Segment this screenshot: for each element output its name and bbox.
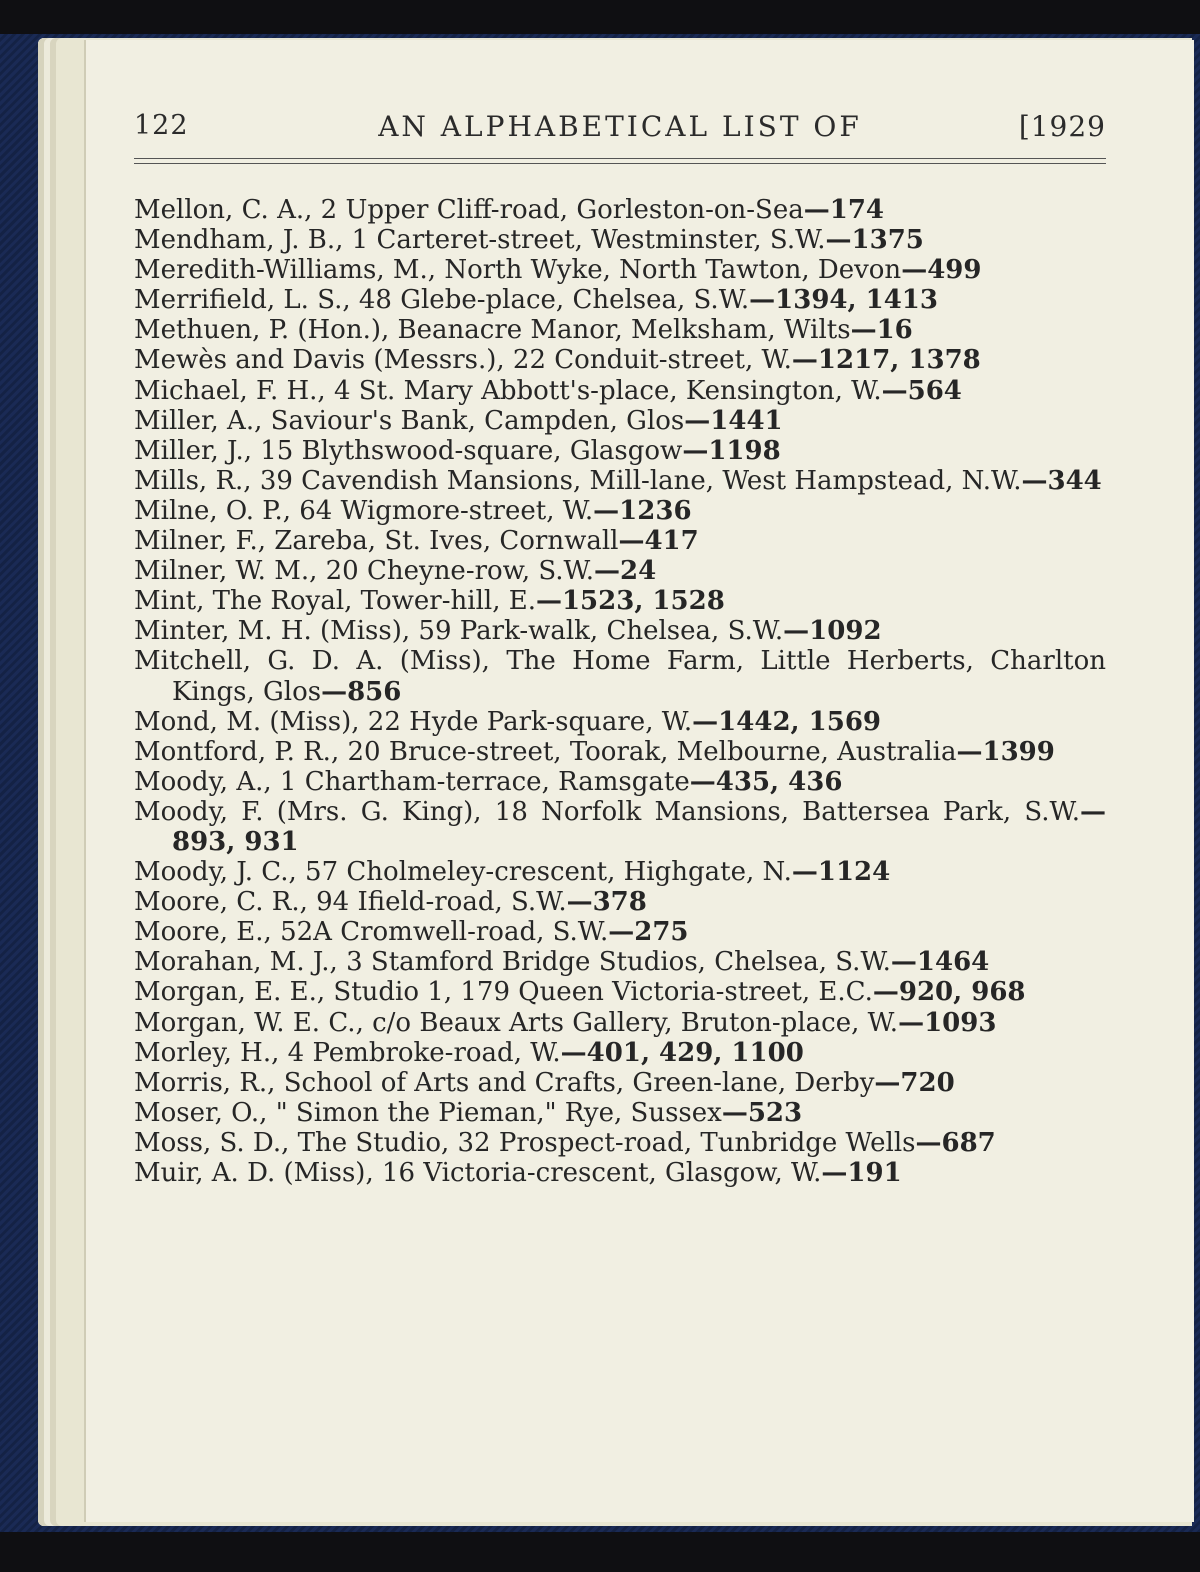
- list-item: [134, 436, 1106, 466]
- entry-name: Morahan, M. J.,: [134, 947, 338, 978]
- entry-name: Moser, O.,: [134, 1097, 268, 1128]
- entry-address: North Wyke, North Tawton, Devon: [444, 255, 902, 286]
- list-item: [134, 315, 1106, 345]
- list-item: [134, 1068, 1106, 1098]
- list-item: [134, 887, 1106, 917]
- list-item: [134, 466, 1106, 496]
- entry-refs: —687: [915, 1127, 996, 1158]
- entry-address: 20 Bruce-street, Toorak, Melbourne, Australia: [347, 736, 957, 767]
- list-item: [134, 917, 1106, 947]
- entry-name: Moody, J. C.,: [134, 857, 297, 888]
- entry-address: 59 Park-walk, Chelsea, S.W.: [418, 616, 784, 647]
- list-item: [134, 225, 1106, 255]
- entry-address: School of Arts and Crafts, Green-lane, Derby: [283, 1067, 875, 1098]
- entry-refs: —275: [608, 917, 689, 948]
- entry-name: Moore, C. R.,: [134, 887, 308, 918]
- entry-refs: —24: [593, 556, 657, 587]
- entry-address: 18 Norfolk Mansions, Battersea Park, S.W.: [494, 796, 1080, 827]
- list-item: [134, 285, 1106, 315]
- entry-refs: —1523, 1528: [535, 586, 725, 617]
- entry-name: Morgan, E. E.,: [134, 977, 326, 1008]
- entry-address: Studio 1, 179 Queen Victoria-street, E.C.: [333, 977, 873, 1008]
- entry-address: 1 Chartham-terrace, Ramsgate: [279, 766, 690, 797]
- entry-name: Methuen, P. (Hon.),: [134, 315, 390, 346]
- entry-name: Miller, J.,: [134, 435, 252, 466]
- entry-refs: —1093: [898, 1007, 997, 1038]
- entry-refs: —1198: [682, 435, 781, 466]
- entry-address: 64 Wigmore-street, W.: [299, 495, 594, 526]
- list-item: [134, 345, 1106, 375]
- entry-refs: —417: [618, 526, 699, 557]
- entry-name: Montford, P. R.,: [134, 736, 340, 767]
- entry-list: [134, 195, 1106, 1188]
- entry-name: Mendham, J. B.,: [134, 225, 344, 256]
- page-header: [134, 110, 1106, 150]
- entry-address: 39 Cavendish Mansions, Mill-lane, West Hampstead, N.W.: [259, 465, 1022, 496]
- entry-address: 3 Stamford Bridge Studios, Chelsea, S.W.: [346, 947, 891, 978]
- entry-name: Michael, F. H.,: [134, 375, 326, 406]
- entry-refs: —1442, 1569: [692, 706, 882, 737]
- entry-address: The Home Farm, Little Herberts, Charlton Kings, Glos: [172, 646, 1107, 707]
- entry-refs: —893, 931: [172, 796, 1106, 857]
- entry-name: Morgan, W. E. C.,: [134, 1007, 364, 1038]
- entry-address: 22 Conduit-street, W.: [512, 345, 792, 376]
- list-item: [134, 406, 1106, 436]
- entry-refs: —1394, 1413: [749, 285, 938, 316]
- list-item: [134, 857, 1106, 887]
- list-item: [134, 1038, 1106, 1068]
- entry-address: 48 Glebe-place, Chelsea, S.W.: [358, 285, 750, 316]
- entry-name: Milne, O. P.,: [134, 495, 291, 526]
- entry-refs: —499: [901, 255, 982, 286]
- list-item: [134, 737, 1106, 767]
- entry-refs: —378: [566, 887, 647, 918]
- entry-address: 57 Cholmeley-crescent, Highgate, N.: [305, 857, 792, 888]
- entry-name: Merrifield, L. S.,: [134, 285, 351, 316]
- entry-address: " Simon the Pieman," Rye, Sussex: [275, 1097, 722, 1128]
- entry-name: Minter, M. H. (Miss),: [134, 616, 411, 647]
- list-item: [134, 376, 1106, 406]
- entry-address: 16 Victoria-crescent, Glasgow, W.: [381, 1158, 822, 1188]
- entry-refs: —1399: [956, 736, 1055, 767]
- entry-name: Mellon, C. A.,: [134, 195, 313, 225]
- entry-refs: —1092: [783, 616, 882, 647]
- entry-refs: —564: [881, 375, 962, 406]
- list-item: [134, 1128, 1106, 1158]
- entry-name: Moody, F. (Mrs. G. King),: [134, 796, 482, 827]
- entry-refs: —1236: [593, 495, 692, 526]
- entry-name: Mint, The Royal,: [134, 586, 353, 617]
- entry-refs: —523: [721, 1097, 803, 1128]
- entry-address: 94 Ifield-road, S.W.: [316, 887, 567, 918]
- entry-address: Beanacre Manor, Melksham, Wilts: [397, 315, 851, 346]
- entry-name: Mond, M. (Miss),: [134, 706, 360, 737]
- page-title: AN ALPHABETICAL LIST OF: [378, 110, 862, 143]
- entry-name: Moss, S. D.,: [134, 1127, 290, 1158]
- entry-refs: —720: [874, 1067, 955, 1098]
- header-rule: [134, 158, 1106, 164]
- entry-address: Saviour's Bank, Campden, Glos: [270, 405, 685, 436]
- entry-refs: —1464: [890, 947, 990, 978]
- list-item: [134, 1008, 1106, 1038]
- entry-address: 52A Cromwell-road, S.W.: [280, 917, 609, 948]
- entry-name: Moody, A.,: [134, 766, 272, 797]
- entry-name: Mills, R.,: [134, 465, 252, 496]
- entry-name: Meredith-Williams, M.,: [134, 255, 437, 286]
- entry-refs: —1124: [791, 857, 891, 888]
- list-item: [134, 947, 1106, 977]
- entry-name: Morris, R.,: [134, 1067, 276, 1098]
- spine-band-bottom: [0, 1532, 1200, 1572]
- list-item: [134, 1098, 1106, 1128]
- list-item: [134, 707, 1106, 737]
- list-item: [134, 797, 1106, 857]
- list-item: [134, 646, 1106, 706]
- entry-name: Mewès and Davis (Messrs.),: [134, 345, 505, 376]
- header-year: [1929: [1018, 110, 1106, 143]
- entry-name: Mitchell, G. D. A. (Miss),: [134, 646, 490, 677]
- entry-name: Muir, A. D. (Miss),: [134, 1158, 374, 1188]
- entry-refs: —344: [1021, 465, 1102, 496]
- list-item: [134, 586, 1106, 616]
- entry-refs: —435, 436: [689, 766, 843, 797]
- list-item: [134, 767, 1106, 797]
- list-item: [134, 255, 1106, 285]
- spine-band-top: [0, 0, 1200, 34]
- entry-refs: —1217, 1378: [791, 345, 981, 376]
- entry-refs: —174: [803, 195, 885, 225]
- entry-address: 15 Blythswood-square, Glasgow: [260, 435, 683, 466]
- list-item: [134, 616, 1106, 646]
- entry-address: c/o Beaux Arts Gallery, Bruton-place, W.: [372, 1007, 899, 1038]
- list-item: [134, 195, 1106, 225]
- entry-refs: —191: [821, 1158, 902, 1188]
- entry-refs: —1441: [684, 405, 783, 436]
- entry-name: Morley, H.,: [134, 1037, 280, 1068]
- page-number: 122: [134, 110, 189, 141]
- entry-address: The Studio, 32 Prospect-road, Tunbridge Wells: [297, 1127, 916, 1158]
- entry-name: Milner, W. M.,: [134, 556, 318, 587]
- entry-name: Moore, E.,: [134, 917, 272, 948]
- entry-refs: —920, 968: [872, 977, 1026, 1008]
- entry-address: 4 Pembroke-road, W.: [287, 1037, 561, 1068]
- entry-address: 4 St. Mary Abbott's-place, Kensington, W.: [333, 375, 882, 406]
- entry-name: Milner, F.,: [134, 526, 267, 557]
- list-item: [134, 496, 1106, 526]
- list-item: [134, 1158, 1106, 1188]
- entry-refs: —856: [321, 676, 402, 707]
- entry-address: 2 Upper Cliff-road, Gorleston-on-Sea: [320, 195, 804, 225]
- entry-refs: —16: [850, 315, 913, 346]
- entry-refs: —401, 429, 1100: [560, 1037, 804, 1068]
- entry-address: Zareba, St. Ives, Cornwall: [274, 526, 619, 557]
- list-item: [134, 556, 1106, 586]
- entry-name: Miller, A.,: [134, 405, 263, 436]
- list-item: [134, 526, 1106, 556]
- entry-address: Tower-hill, E.: [360, 586, 536, 617]
- list-item: [134, 977, 1106, 1007]
- entry-address: 1 Carteret-street, Westminster, S.W.: [351, 225, 826, 256]
- entry-refs: —1375: [825, 225, 924, 256]
- entry-address: 20 Cheyne-row, S.W.: [325, 556, 594, 587]
- entry-address: 22 Hyde Park-square, W.: [367, 706, 693, 737]
